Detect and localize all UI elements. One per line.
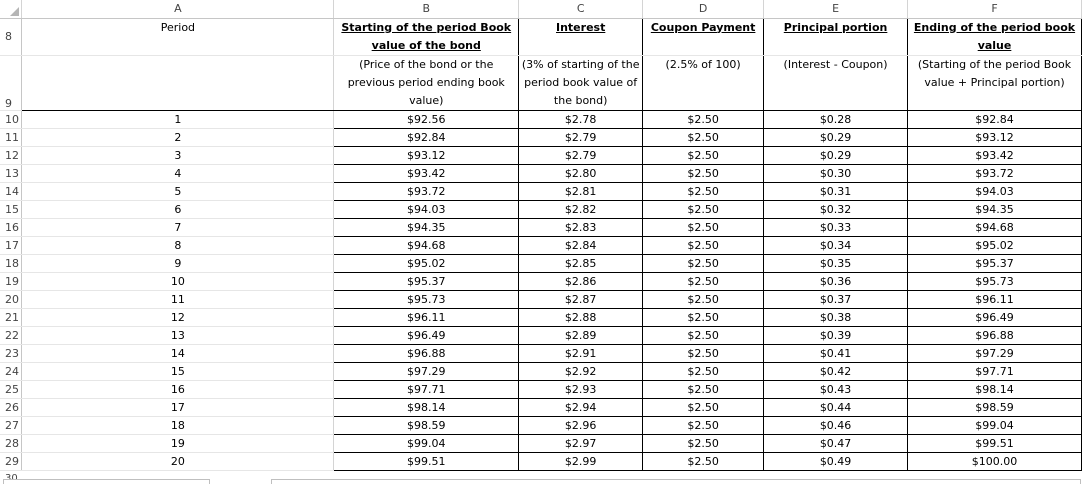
starting-book-value-cell[interactable]: $99.04 — [334, 434, 519, 452]
period-cell[interactable]: 9 — [22, 254, 334, 272]
row-number[interactable]: 22 — [0, 326, 22, 344]
coupon-payment-cell[interactable]: $2.50 — [643, 110, 764, 128]
row-number[interactable]: 15 — [0, 200, 22, 218]
interest-header: Interest — [556, 20, 606, 34]
principal-portion-cell[interactable]: $0.33 — [764, 218, 908, 236]
cell-f9[interactable] — [908, 55, 1082, 110]
ending-book-value-cell[interactable]: $93.72 — [908, 164, 1082, 182]
interest-cell[interactable]: $2.86 — [519, 272, 643, 290]
row-number[interactable]: 12 — [0, 146, 22, 164]
coupon-payment-header: Coupon Payment — [650, 20, 756, 34]
table-row — [0, 344, 1082, 362]
interest-cell[interactable]: $2.84 — [519, 236, 643, 254]
coupon-payment-cell[interactable]: $2.50 — [643, 146, 764, 164]
starting-book-value-cell[interactable]: $92.84 — [334, 128, 519, 146]
period-cell[interactable]: 12 — [22, 308, 334, 326]
starting-book-value-cell[interactable]: $95.73 — [334, 290, 519, 308]
period-cell[interactable]: 13 — [22, 326, 334, 344]
column-header-b[interactable]: B — [334, 0, 519, 18]
row-number[interactable]: 16 — [0, 218, 22, 236]
period-cell[interactable]: 11 — [22, 290, 334, 308]
principal-portion-cell[interactable]: $0.49 — [764, 452, 908, 470]
row-number[interactable]: 20 — [0, 290, 22, 308]
principal-portion-cell[interactable]: $0.31 — [764, 182, 908, 200]
table-row — [0, 434, 1082, 452]
interest-cell[interactable]: $2.80 — [519, 164, 643, 182]
principal-portion-cell[interactable]: $0.41 — [764, 344, 908, 362]
starting-book-value-cell[interactable]: $99.51 — [334, 452, 519, 470]
period-cell[interactable]: 20 — [22, 452, 334, 470]
coupon-payment-cell[interactable]: $2.50 — [643, 380, 764, 398]
interest-cell[interactable]: $2.93 — [519, 380, 643, 398]
starting-book-value-cell[interactable]: $94.68 — [334, 236, 519, 254]
ending-book-value-cell[interactable]: $96.11 — [908, 290, 1082, 308]
table-row — [0, 182, 1082, 200]
ending-book-value-cell[interactable]: $94.03 — [908, 182, 1082, 200]
period-cell[interactable]: 8 — [22, 236, 334, 254]
principal-portion-cell[interactable]: $0.44 — [764, 398, 908, 416]
table-row — [0, 308, 1082, 326]
ending-book-value-note: (Starting of the period Book value + Principal portion) — [917, 57, 1072, 89]
coupon-payment-cell[interactable]: $2.50 — [643, 164, 764, 182]
interest-cell[interactable]: $2.88 — [519, 308, 643, 326]
coupon-payment-cell[interactable]: $2.50 — [643, 416, 764, 434]
principal-portion-cell[interactable]: $0.38 — [764, 308, 908, 326]
coupon-payment-cell[interactable]: $2.50 — [643, 128, 764, 146]
table-row — [0, 452, 1082, 470]
starting-book-value-cell[interactable]: $97.71 — [334, 380, 519, 398]
period-cell[interactable]: 2 — [22, 128, 334, 146]
ending-book-value-cell[interactable]: $97.71 — [908, 362, 1082, 380]
row-number[interactable]: 18 — [0, 254, 22, 272]
starting-book-value-cell[interactable]: $98.14 — [334, 398, 519, 416]
table-row — [0, 362, 1082, 380]
ending-book-value-cell[interactable]: $95.73 — [908, 272, 1082, 290]
coupon-payment-cell[interactable]: $2.50 — [643, 452, 764, 470]
table-row — [0, 326, 1082, 344]
row-number[interactable]: 26 — [0, 398, 22, 416]
cell-b8[interactable] — [334, 18, 519, 55]
header-row-8 — [0, 18, 1082, 55]
starting-book-value-cell[interactable]: $93.72 — [334, 182, 519, 200]
header-row-9 — [0, 55, 1082, 110]
starting-book-value-cell[interactable]: $97.29 — [334, 362, 519, 380]
row-number[interactable]: 9 — [0, 55, 22, 110]
coupon-payment-cell[interactable]: $2.50 — [643, 308, 764, 326]
ending-book-value-cell[interactable]: $99.51 — [908, 434, 1082, 452]
period-cell[interactable]: 4 — [22, 164, 334, 182]
ending-book-value-cell[interactable]: $97.29 — [908, 344, 1082, 362]
principal-portion-header: Principal portion — [783, 20, 888, 34]
data-rows — [0, 110, 1082, 470]
starting-book-value-cell[interactable]: $96.88 — [334, 344, 519, 362]
principal-portion-cell[interactable]: $0.47 — [764, 434, 908, 452]
cell-c8[interactable] — [519, 18, 643, 55]
ending-book-value-cell[interactable]: $99.04 — [908, 416, 1082, 434]
row-number[interactable]: 21 — [0, 308, 22, 326]
cell-d8[interactable] — [643, 18, 764, 55]
interest-cell[interactable]: $2.81 — [519, 182, 643, 200]
ending-book-value-cell[interactable]: $95.37 — [908, 254, 1082, 272]
interest-cell[interactable]: $2.79 — [519, 146, 643, 164]
cell-d9[interactable] — [643, 55, 764, 110]
period-cell[interactable]: 10 — [22, 272, 334, 290]
table-row — [0, 398, 1082, 416]
column-header-row — [0, 0, 1082, 18]
principal-portion-cell[interactable]: $0.42 — [764, 362, 908, 380]
table-row — [0, 254, 1082, 272]
row-number[interactable]: 11 — [0, 128, 22, 146]
coupon-payment-cell[interactable]: $2.50 — [643, 200, 764, 218]
principal-portion-cell[interactable]: $0.32 — [764, 200, 908, 218]
starting-book-value-cell[interactable]: $93.42 — [334, 164, 519, 182]
coupon-payment-cell[interactable]: $2.50 — [643, 290, 764, 308]
starting-book-value-cell[interactable]: $92.56 — [334, 110, 519, 128]
cell-a8[interactable] — [22, 18, 334, 55]
sheet-tabs-bar[interactable] — [3, 479, 210, 484]
row-number[interactable]: 14 — [0, 182, 22, 200]
column-header-f[interactable]: F — [908, 0, 1082, 18]
principal-portion-cell[interactable]: $0.34 — [764, 236, 908, 254]
principal-portion-cell[interactable]: $0.43 — [764, 380, 908, 398]
ending-book-value-cell[interactable]: $98.59 — [908, 398, 1082, 416]
coupon-payment-cell[interactable]: $2.50 — [643, 326, 764, 344]
coupon-payment-cell[interactable]: $2.50 — [643, 398, 764, 416]
row-number[interactable]: 23 — [0, 344, 22, 362]
period-cell[interactable]: 17 — [22, 398, 334, 416]
cell-b9[interactable] — [334, 55, 519, 110]
table-row — [0, 218, 1082, 236]
period-cell[interactable]: 16 — [22, 380, 334, 398]
principal-portion-cell[interactable]: $0.28 — [764, 110, 908, 128]
interest-cell[interactable]: $2.83 — [519, 218, 643, 236]
table-row — [0, 146, 1082, 164]
column-header-d[interactable]: D — [643, 0, 764, 18]
interest-cell[interactable]: $2.96 — [519, 416, 643, 434]
principal-portion-cell[interactable]: $0.36 — [764, 272, 908, 290]
row-number[interactable]: 8 — [0, 18, 22, 55]
table-row — [0, 380, 1082, 398]
period-cell[interactable]: 1 — [22, 110, 334, 128]
column-header-c[interactable]: C — [519, 0, 643, 18]
coupon-payment-cell[interactable]: $2.50 — [643, 236, 764, 254]
ending-book-value-cell[interactable]: $93.42 — [908, 146, 1082, 164]
coupon-payment-cell[interactable]: $2.50 — [643, 254, 764, 272]
starting-book-value-cell[interactable]: $93.12 — [334, 146, 519, 164]
table-row — [0, 236, 1082, 254]
principal-portion-cell[interactable]: $0.37 — [764, 290, 908, 308]
interest-cell[interactable]: $2.91 — [519, 344, 643, 362]
ending-book-value-cell[interactable]: $94.68 — [908, 218, 1082, 236]
row-number[interactable]: 19 — [0, 272, 22, 290]
table-row — [0, 200, 1082, 218]
period-cell[interactable]: 6 — [22, 200, 334, 218]
principal-portion-cell[interactable]: $0.29 — [764, 128, 908, 146]
period-cell[interactable]: 19 — [22, 434, 334, 452]
starting-book-value-cell[interactable]: $94.35 — [334, 218, 519, 236]
horizontal-scrollbar[interactable] — [271, 479, 1081, 484]
ending-book-value-cell[interactable]: $93.12 — [908, 128, 1082, 146]
ending-book-value-cell[interactable]: $92.84 — [908, 110, 1082, 128]
column-header-e[interactable]: E — [764, 0, 908, 18]
interest-cell[interactable]: $2.92 — [519, 362, 643, 380]
coupon-payment-note: (2.5% of 100) — [665, 57, 741, 71]
cell-e8[interactable] — [764, 18, 908, 55]
coupon-payment-cell[interactable]: $2.50 — [643, 218, 764, 236]
period-cell[interactable]: 3 — [22, 146, 334, 164]
period-cell[interactable]: 15 — [22, 362, 334, 380]
row-number[interactable]: 13 — [0, 164, 22, 182]
principal-portion-cell[interactable]: $0.35 — [764, 254, 908, 272]
row-number[interactable]: 28 — [0, 434, 22, 452]
starting-book-value-cell[interactable]: $95.02 — [334, 254, 519, 272]
starting-book-value-cell[interactable]: $94.03 — [334, 200, 519, 218]
cell-e9[interactable] — [764, 55, 908, 110]
column-header-a[interactable]: A — [22, 0, 334, 18]
interest-cell[interactable]: $2.99 — [519, 452, 643, 470]
row-number[interactable]: 17 — [0, 236, 22, 254]
principal-portion-cell[interactable]: $0.29 — [764, 146, 908, 164]
row-number[interactable]: 29 — [0, 452, 22, 470]
table-row — [0, 164, 1082, 182]
coupon-payment-cell[interactable]: $2.50 — [643, 362, 764, 380]
ending-book-value-cell[interactable]: $100.00 — [908, 452, 1082, 470]
select-all-triangle-icon — [10, 7, 19, 16]
table-row — [0, 290, 1082, 308]
row-number[interactable]: 25 — [0, 380, 22, 398]
interest-cell[interactable]: $2.87 — [519, 290, 643, 308]
period-cell[interactable]: 14 — [22, 344, 334, 362]
table-row — [0, 416, 1082, 434]
period-cell[interactable]: 18 — [22, 416, 334, 434]
cell-c9[interactable] — [519, 55, 643, 110]
ending-book-value-cell[interactable]: $98.14 — [908, 380, 1082, 398]
interest-cell[interactable]: $2.94 — [519, 398, 643, 416]
principal-portion-cell[interactable]: $0.46 — [764, 416, 908, 434]
row-number[interactable]: 27 — [0, 416, 22, 434]
ending-book-value-cell[interactable]: $96.49 — [908, 308, 1082, 326]
interest-cell[interactable]: $2.78 — [519, 110, 643, 128]
principal-portion-cell[interactable]: $0.39 — [764, 326, 908, 344]
coupon-payment-cell[interactable]: $2.50 — [643, 434, 764, 452]
ending-book-value-cell[interactable]: $96.88 — [908, 326, 1082, 344]
period-cell[interactable]: 7 — [22, 218, 334, 236]
interest-cell[interactable]: $2.79 — [519, 128, 643, 146]
coupon-payment-cell[interactable]: $2.50 — [643, 272, 764, 290]
starting-book-value-note: (Price of the bond or the previous period ending book value) — [347, 57, 505, 107]
interest-cell[interactable]: $2.82 — [519, 200, 643, 218]
coupon-payment-cell[interactable]: $2.50 — [643, 344, 764, 362]
starting-book-value-header: Starting of the period Book value of the bond — [341, 20, 512, 52]
principal-portion-note: (Interest - Coupon) — [783, 57, 888, 71]
interest-cell[interactable]: $2.97 — [519, 434, 643, 452]
cell-f8[interactable] — [908, 18, 1082, 55]
interest-cell[interactable]: $2.85 — [519, 254, 643, 272]
interest-note: (3% of starting of the period book value of the bond) — [521, 57, 640, 107]
row-number[interactable]: 10 — [0, 110, 22, 128]
starting-book-value-cell[interactable]: $96.11 — [334, 308, 519, 326]
table-row — [0, 110, 1082, 128]
principal-portion-cell[interactable]: $0.30 — [764, 164, 908, 182]
ending-book-value-cell[interactable]: $95.02 — [908, 236, 1082, 254]
period-cell[interactable]: 5 — [22, 182, 334, 200]
starting-book-value-cell[interactable]: $98.59 — [334, 416, 519, 434]
table-row — [0, 128, 1082, 146]
period-header: Period — [160, 20, 196, 34]
coupon-payment-cell[interactable]: $2.50 — [643, 182, 764, 200]
starting-book-value-cell[interactable]: $95.37 — [334, 272, 519, 290]
ending-book-value-cell[interactable]: $94.35 — [908, 200, 1082, 218]
starting-book-value-cell[interactable]: $96.49 — [334, 326, 519, 344]
row-number[interactable]: 24 — [0, 362, 22, 380]
interest-cell[interactable]: $2.89 — [519, 326, 643, 344]
select-all-corner[interactable] — [0, 0, 22, 18]
ending-book-value-header: Ending of the period book value — [913, 20, 1076, 52]
cell-a9[interactable] — [22, 55, 334, 110]
table-row — [0, 272, 1082, 290]
